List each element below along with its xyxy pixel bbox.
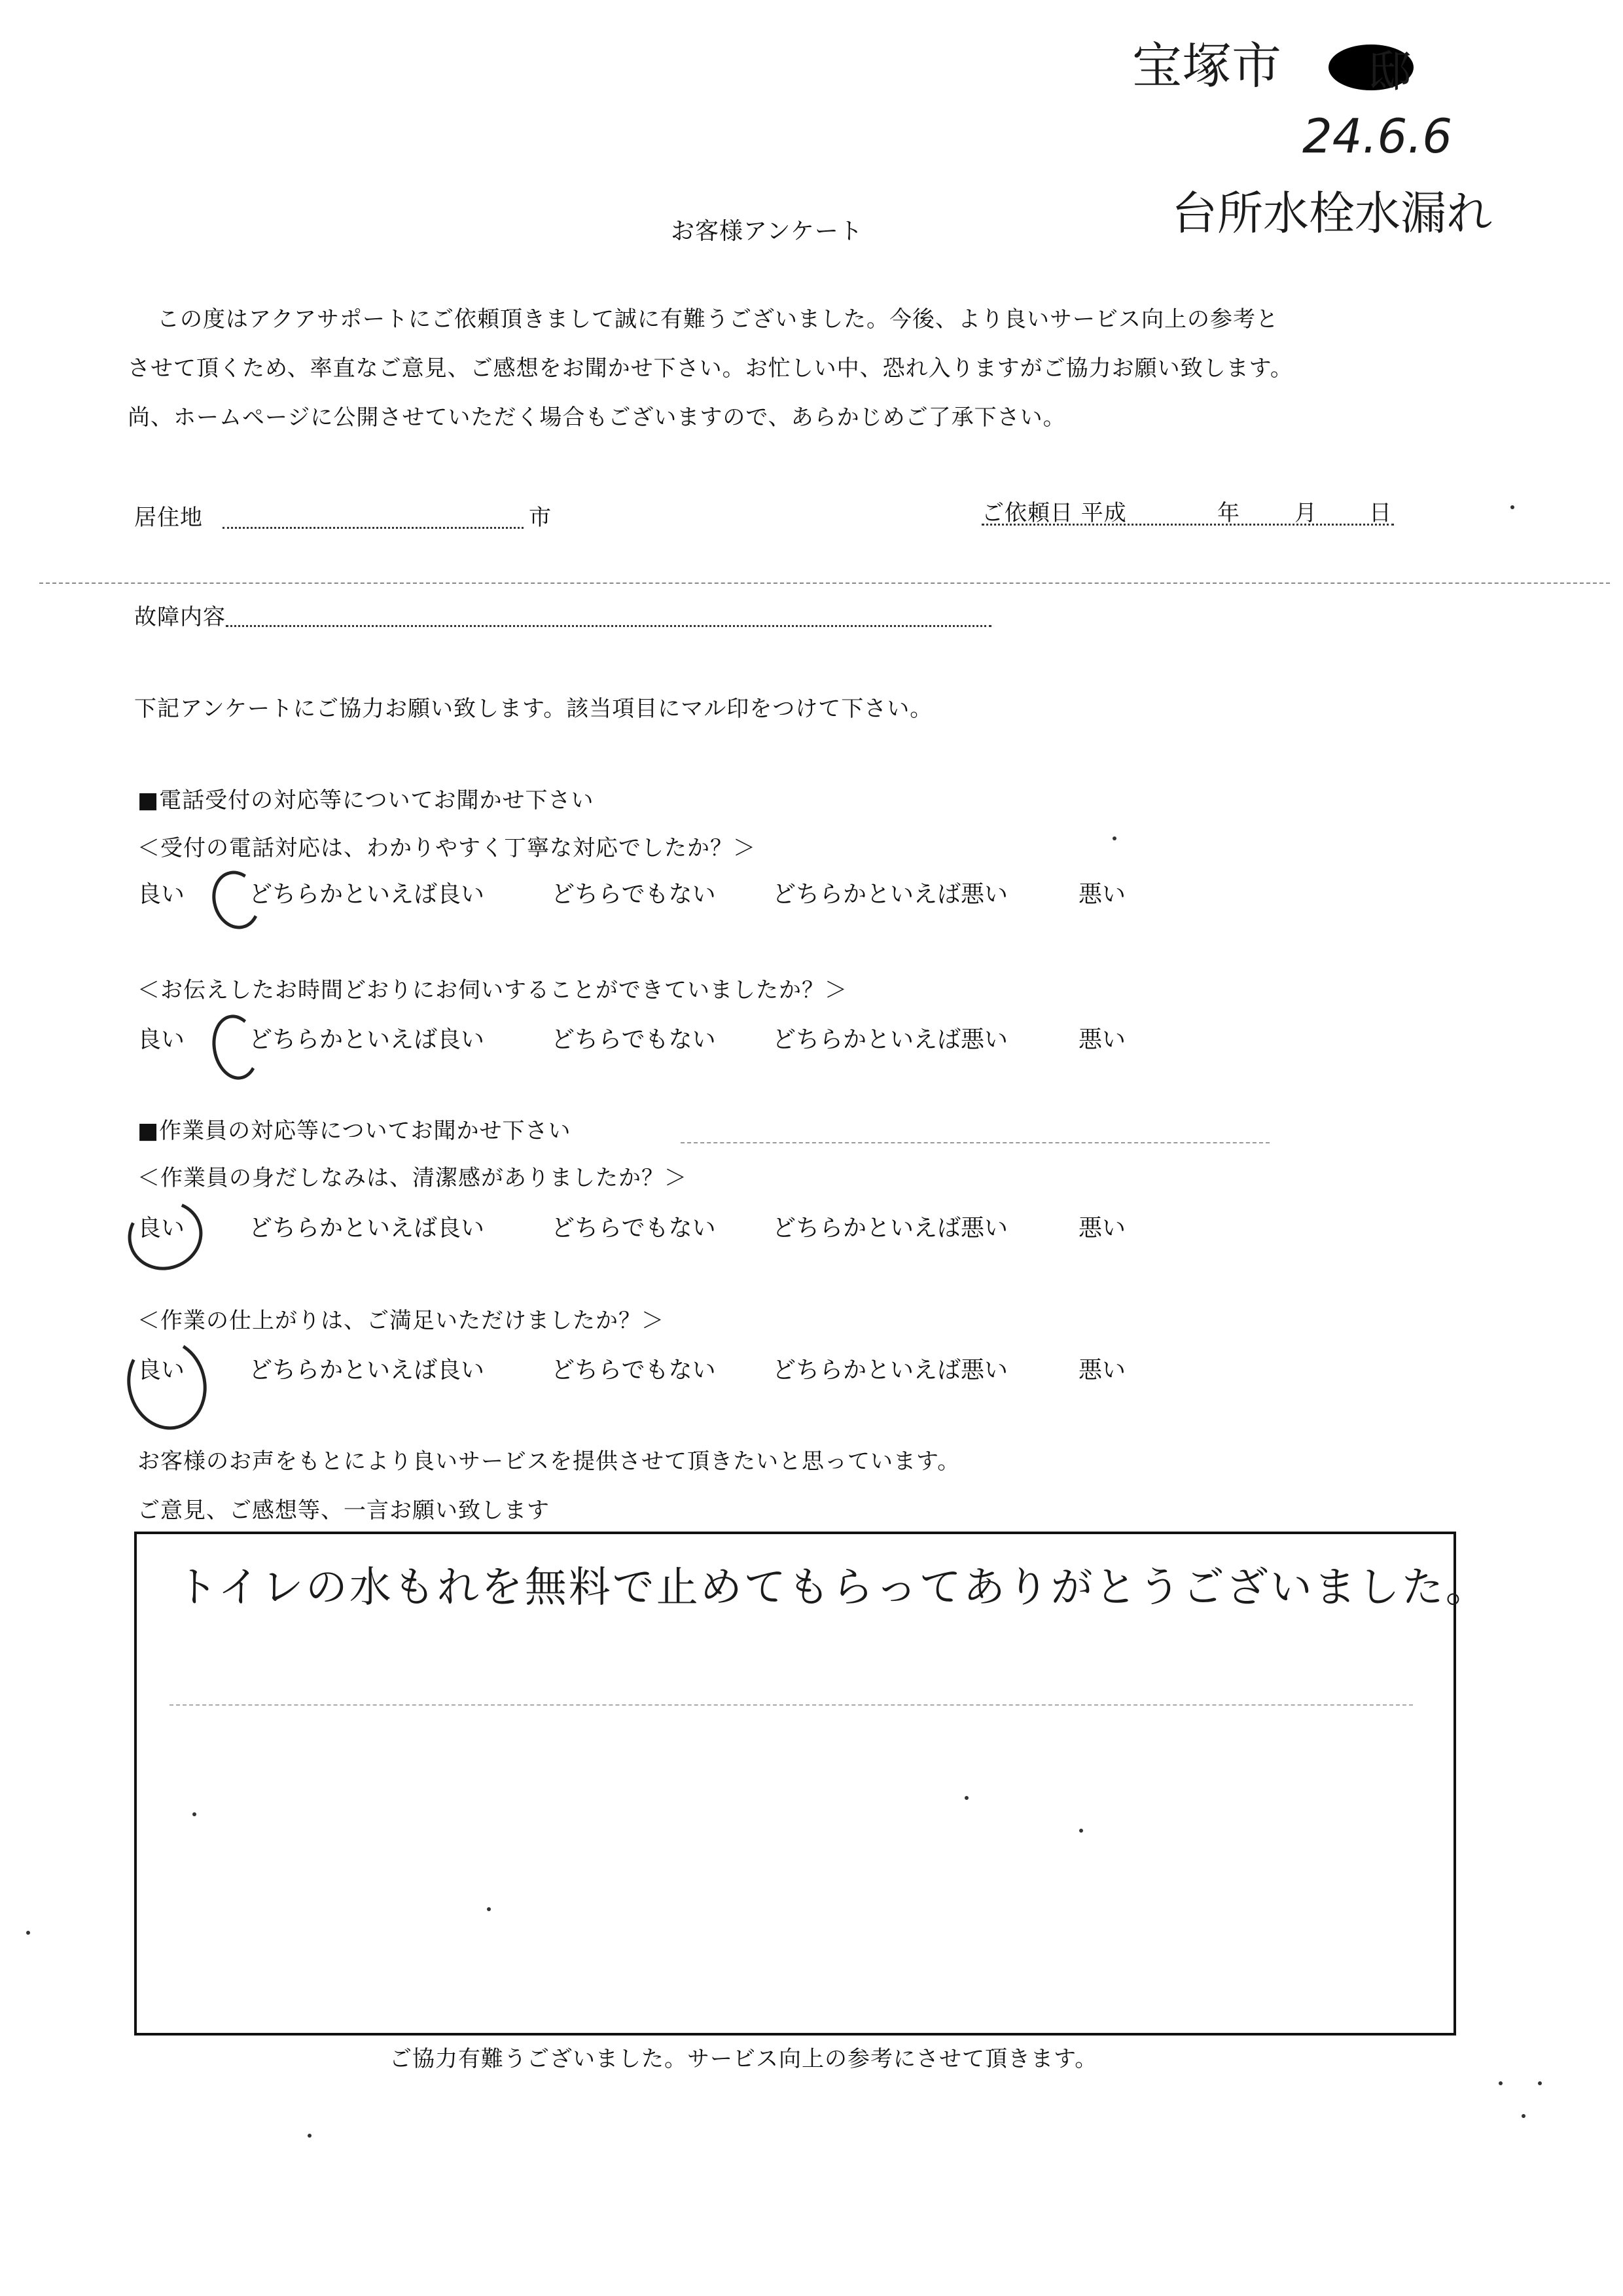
scan-artifact-line-3 <box>169 1704 1413 1706</box>
scan-artifact-line <box>39 583 1610 584</box>
scan-speck <box>1499 2081 1503 2085</box>
scan-speck <box>1113 836 1116 840</box>
comment-text: トイレの水もれを無料で止めてもらってありがとうございました。 <box>176 1564 1489 1612</box>
handwritten-city: 宝塚市 <box>1132 37 1281 95</box>
scan-speck <box>487 1907 491 1911</box>
option-good[interactable]: 良い <box>137 881 185 908</box>
intro-line-1: この度はアクアサポートにご依頼頂きまして誠に有難うございました。今後、より良いサービス向上の参考と <box>157 306 1279 332</box>
closing-request: お客様のお声をもとにより良いサービスを提供させて頂きたいと思っています。 <box>137 1448 961 1475</box>
option-somewhat-bad[interactable]: どちらかといえば悪い <box>772 1215 1008 1242</box>
options-row-3 <box>0 1210 1623 1249</box>
option-somewhat-good[interactable]: どちらかといえば良い <box>249 1026 485 1053</box>
page-title: お客様アンケート <box>671 218 863 245</box>
option-bad[interactable]: 悪い <box>1079 1215 1126 1242</box>
option-good[interactable]: 良い <box>137 1026 185 1053</box>
intro-line-3: 尚、ホームページに公開させていただく場合もございますので、あらかじめご了承下さい。 <box>128 404 1066 431</box>
option-bad[interactable]: 悪い <box>1079 1026 1126 1053</box>
option-neutral[interactable]: どちらでもない <box>551 881 716 908</box>
option-somewhat-good[interactable]: どちらかといえば良い <box>249 1357 485 1384</box>
option-neutral[interactable]: どちらでもない <box>551 1215 716 1242</box>
scan-artifact-line-2 <box>681 1142 1270 1143</box>
option-somewhat-good[interactable]: どちらかといえば良い <box>249 881 485 908</box>
option-somewhat-bad[interactable]: どちらかといえば悪い <box>772 1026 1008 1053</box>
residence-label: 居住地 <box>134 505 203 531</box>
comment-label: ご意見、ご感想等、一言お願い致します <box>137 1498 550 1524</box>
request-date-line <box>982 524 1394 526</box>
scan-speck <box>192 1812 196 1816</box>
scan-speck <box>965 1796 969 1800</box>
footer-text: ご協力有難うございました。サービス向上の参考にさせて頂きます。 <box>389 2046 1098 2072</box>
option-somewhat-bad[interactable]: どちらかといえば悪い <box>772 881 1008 908</box>
scan-speck <box>308 2134 312 2138</box>
handwritten-suffix: 邸 <box>1368 46 1411 97</box>
scan-speck <box>26 1931 30 1935</box>
instruction-text: 下記アンケートにご協力お願い致します。該当項目にマル印をつけて下さい。 <box>134 696 933 722</box>
question-3: ＜作業員の身だしなみは、清潔感がありましたか？＞ <box>137 1165 687 1191</box>
scan-speck <box>1522 2114 1525 2118</box>
option-good[interactable]: 良い <box>137 1215 185 1242</box>
option-bad[interactable]: 悪い <box>1079 881 1126 908</box>
option-somewhat-bad[interactable]: どちらかといえば悪い <box>772 1357 1008 1384</box>
options-row-4 <box>0 1352 1623 1391</box>
question-2: ＜お伝えしたお時間どおりにお伺いすることができていましたか？＞ <box>137 977 847 1003</box>
selection-mark-q3 <box>118 1191 213 1281</box>
comment-box[interactable] <box>134 1532 1489 2036</box>
option-bad[interactable]: 悪い <box>1079 1357 1126 1384</box>
option-good[interactable]: 良い <box>137 1357 185 1384</box>
residence-input-line <box>223 527 524 529</box>
question-4: ＜作業の仕上がりは、ご満足いただけましたか？＞ <box>137 1308 664 1334</box>
section-heading-worker: ■作業員の対応等についてお聞かせ下さい <box>137 1118 571 1144</box>
city-suffix: 市 <box>529 505 552 531</box>
request-year-label: 年 <box>1217 500 1240 526</box>
handwritten-date: 24.6.6 <box>1302 109 1453 164</box>
scan-speck <box>1510 505 1514 509</box>
scan-speck <box>1079 1829 1083 1833</box>
question-1: ＜受付の電話対応は、わかりやすく丁寧な対応でしたか？＞ <box>137 835 756 861</box>
request-date-label: ご依頼日 平成 <box>982 500 1127 526</box>
option-neutral[interactable]: どちらでもない <box>551 1357 716 1384</box>
intro-line-2: させて頂くため、率直なご意見、ご感想をお聞かせ下さい。お忙しい中、恐れ入りますがご協力お願い致します。 <box>128 355 1293 382</box>
selection-mark-q4 <box>117 1330 217 1439</box>
request-month-label: 月 <box>1294 500 1317 526</box>
handwritten-job: 台所水栓水漏れ <box>1171 187 1492 240</box>
section-heading-phone: ■電話受付の対応等についてお聞かせ下さい <box>137 787 594 814</box>
option-somewhat-good[interactable]: どちらかといえば良い <box>249 1215 485 1242</box>
trouble-label: 故障内容 <box>134 604 226 630</box>
trouble-input-line <box>226 625 991 627</box>
request-day-label: 日 <box>1369 500 1392 526</box>
option-neutral[interactable]: どちらでもない <box>551 1026 716 1053</box>
scan-speck <box>1538 2081 1542 2085</box>
